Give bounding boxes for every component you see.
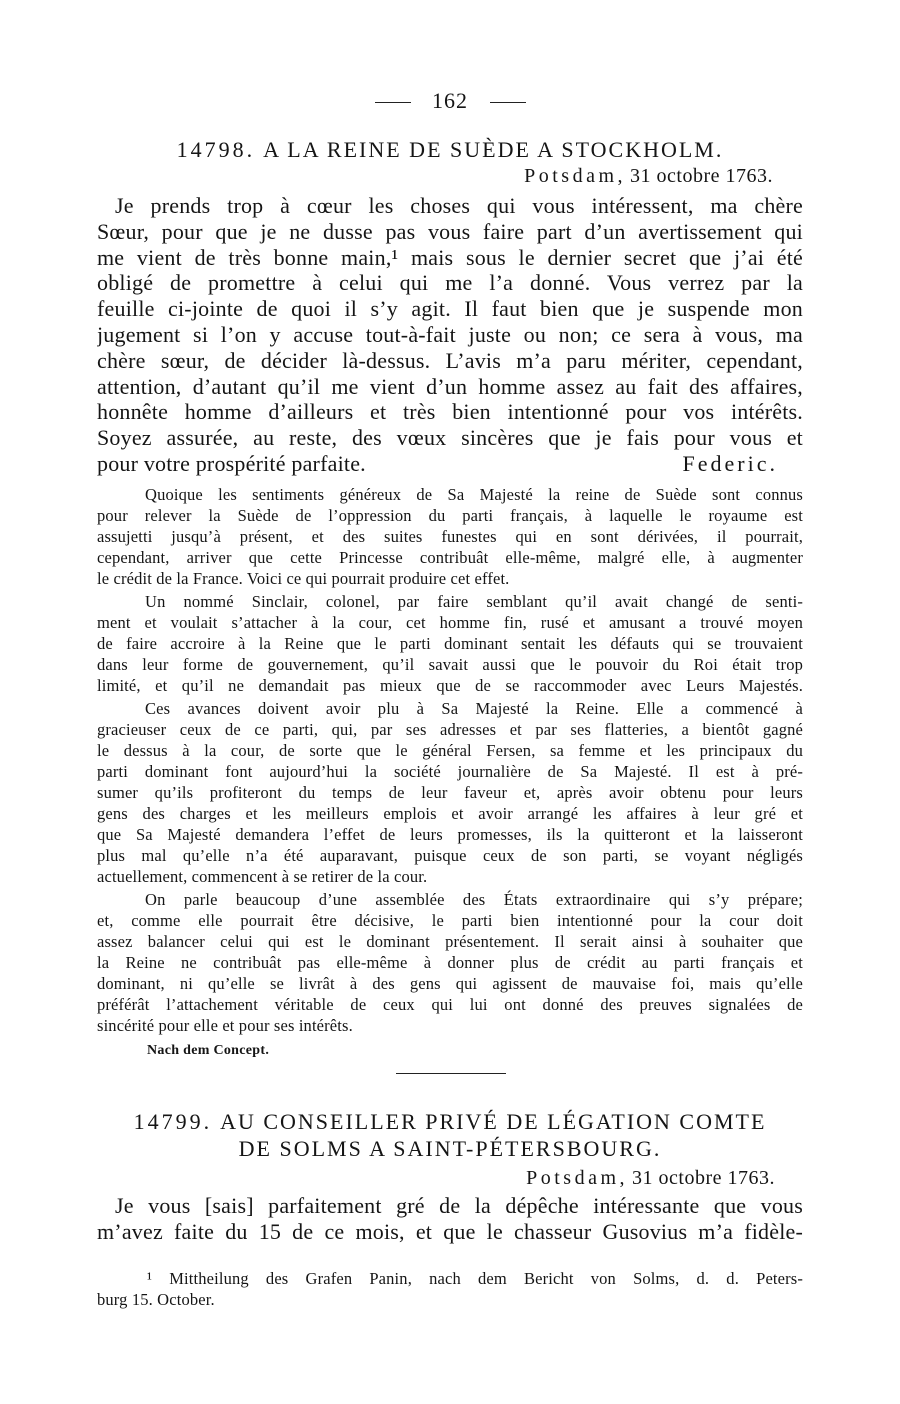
enclosure-text [97, 484, 803, 1036]
body-line: chère sœur, de décider là-dessus. L’avis m’a paru mériter, cependant, [97, 347, 803, 373]
letter-1-body [97, 193, 803, 477]
enclosure-line: le dessus à la cour, de sorte que le général Fersen, sa femme et les principaux du [97, 741, 803, 760]
letter-2-addressee-line-2: DE SOLMS A SAINT-PÉTERSBOURG. [238, 1136, 662, 1161]
footnote-line: burg 15. October. [97, 1290, 215, 1309]
enclosure-line: gracieuser ceux de ce parti, qui, par ses adresses et par ses flatteries, a bientôt gagné [97, 720, 803, 739]
letter-2-heading-line [0, 1108, 900, 1135]
enclosure-line: actuellement, commencent à se retirer de la cour. [97, 867, 428, 886]
closing-text: pour votre prospérité parfaite. [97, 450, 366, 476]
letter-2-addressee-line-1: AU CONSEILLER PRIVÉ DE LÉGATION COMTE [220, 1109, 767, 1134]
body-line: obligé de promettre à celui qui me l’a donné. Vous verrez par la [97, 270, 803, 296]
page-number: 162 [432, 88, 468, 113]
letter-1-date: 31 octobre 1763. [630, 165, 773, 187]
enclosure-paragraph [97, 889, 803, 1036]
body-line: honnête homme d’ailleurs et très bien intentionné pour vos intérêts. [97, 399, 803, 425]
enclosure-line: et, comme elle pourrait être décisive, le parti bien intentionné pour la cour doit [97, 911, 803, 930]
body-line: m’avez faite du 15 de ce mois, et que le chasseur Gusovius m’a fidèle- [97, 1218, 803, 1244]
enclosure-line: On parle beaucoup d’une assemblée des États extraordinaire qui s’y prépare; [145, 890, 803, 909]
letter-1-heading [0, 137, 900, 163]
section-divider [396, 1073, 506, 1074]
letter-2-date: 31 octobre 1763. [632, 1167, 775, 1189]
enclosure-line: Quoique les sentiments généreux de Sa Majesté la reine de Suède sont connus [145, 485, 803, 504]
enclosure-line: parti dominant font aujourd’hui la société journalière de Sa Majesté. Il est à pré- [97, 762, 803, 781]
enclosure-line: dominant, ni qu’elle se livrât à des gens qui agissent de mauvaise foi, mais qu’elle [97, 974, 803, 993]
enclosure-line: assez balancer celui qui est le dominant présentement. Il serait ainsi à souhaiter que [97, 932, 803, 951]
body-line: feuille ci-jointe de quoi il s’y agit. Il faut bien que je suspende mon [97, 296, 803, 322]
signature: Federic. [682, 450, 778, 476]
page-number-dash-right [490, 102, 526, 103]
enclosure-line: sumer qu’ils profiteront du temps de leur faveur et, après avoir obtenu pour leurs [97, 783, 803, 802]
enclosure-line: cependant, arriver que cette Princesse contribuât elle-même, malgré elle, à augmenter [97, 548, 803, 567]
enclosure-line: gens des charges et les meilleurs emplois et avoir arrangé les affaires à leur gré et [97, 804, 803, 823]
enclosure-line: sincérité pour elle et pour ses intérêts. [97, 1016, 353, 1035]
letter-2-place: Potsdam, [526, 1167, 629, 1189]
letter-1-place: Potsdam, [524, 165, 627, 187]
enclosure-line: pour relever la Suède de l’oppression du parti français, à laquelle le royaume est [97, 506, 803, 525]
enclosure-line: ment et voulait s’attacher à la cour, cet homme fin, rusé et amusant a trouvé moyen [97, 613, 803, 632]
body-line: attention, d’autant qu’il me vient d’un homme assez au fait des affaires, [97, 373, 803, 399]
enclosure-line: la Reine ne contribuât pas elle-même à donner plus de crédit au parti français et [97, 953, 803, 972]
enclosure-line: Un nommé Sinclair, colonel, par faire semblant qu’il avait changé de senti- [145, 592, 803, 611]
enclosure-line: assujetti jusqu’à présent, et des suites funestes qui en sont dérivées, il pourrait, [97, 527, 803, 546]
enclosure-line: que Sa Majesté demandera l’effet de leurs promesses, ils la quitteront et la laisseront [97, 825, 803, 844]
letter-2-body [97, 1193, 803, 1245]
body-line: jugement si l’on y accuse tout-à-fait juste ou non; ce sera à vous, ma [97, 321, 803, 347]
enclosure-line: préférât l’attachement véritable de ceux qui lui ont donné des preuves signalées de [97, 995, 803, 1014]
letter-2-heading [0, 1108, 900, 1162]
enclosure-paragraph [97, 698, 803, 887]
enclosure-line: dans leur forme de gouvernement, qu’il savait aussi que le pouvoir du Roi était trop [97, 655, 803, 674]
closing-line [97, 451, 803, 477]
body-line: Je prends trop à cœur les choses qui vous intéressent, ma chère [115, 193, 803, 218]
letter-1-dateline [524, 164, 773, 188]
footnote [97, 1268, 803, 1310]
enclosure-paragraph [97, 484, 803, 589]
letter-1-addressee: A LA REINE DE SUÈDE A STOCKHOLM. [263, 137, 724, 162]
enclosure-line: Ces avances doivent avoir plu à Sa Majesté la Reine. Elle a commencé à [145, 699, 803, 718]
enclosure-paragraph [97, 591, 803, 696]
enclosure-line: plus mal qu’elle n’a été auparavant, puisque ceux de son parti, se voyant négligés [97, 846, 803, 865]
letter-2-dateline [526, 1166, 775, 1190]
body-line: Soyez assurée, au reste, des vœux sincères que je fais pour vous et [97, 425, 803, 451]
letter-1-number: 14798. [176, 137, 256, 162]
enclosure-line: le crédit de la France. Voici ce qui pourrait produire cet effet. [97, 569, 510, 588]
body-line: Sœur, pour que je ne dusse pas vous faire part d’un avertissement qui [97, 218, 803, 244]
source-note: Nach dem Concept. [147, 1043, 270, 1058]
letter-2-number: 14799. [133, 1109, 213, 1134]
enclosure-line: de faire accroire à la Reine que le parti dominant sentait les défauts qui se trouvaient [97, 634, 803, 653]
footnote-line: ¹ Mittheilung des Grafen Panin, nach dem Bericht von Solms, d. d. Peters- [147, 1269, 803, 1288]
body-line: me vient de très bonne main,¹ mais sous le dernier secret que j’ai été [97, 244, 803, 270]
body-line: Je vous [sais] parfaitement gré de la dépêche intéressante que vous [115, 1193, 803, 1218]
enclosure-line: limité, et qu’il ne demandait pas mieux que de se raccommoder avec Leurs Majestés. [97, 676, 803, 695]
